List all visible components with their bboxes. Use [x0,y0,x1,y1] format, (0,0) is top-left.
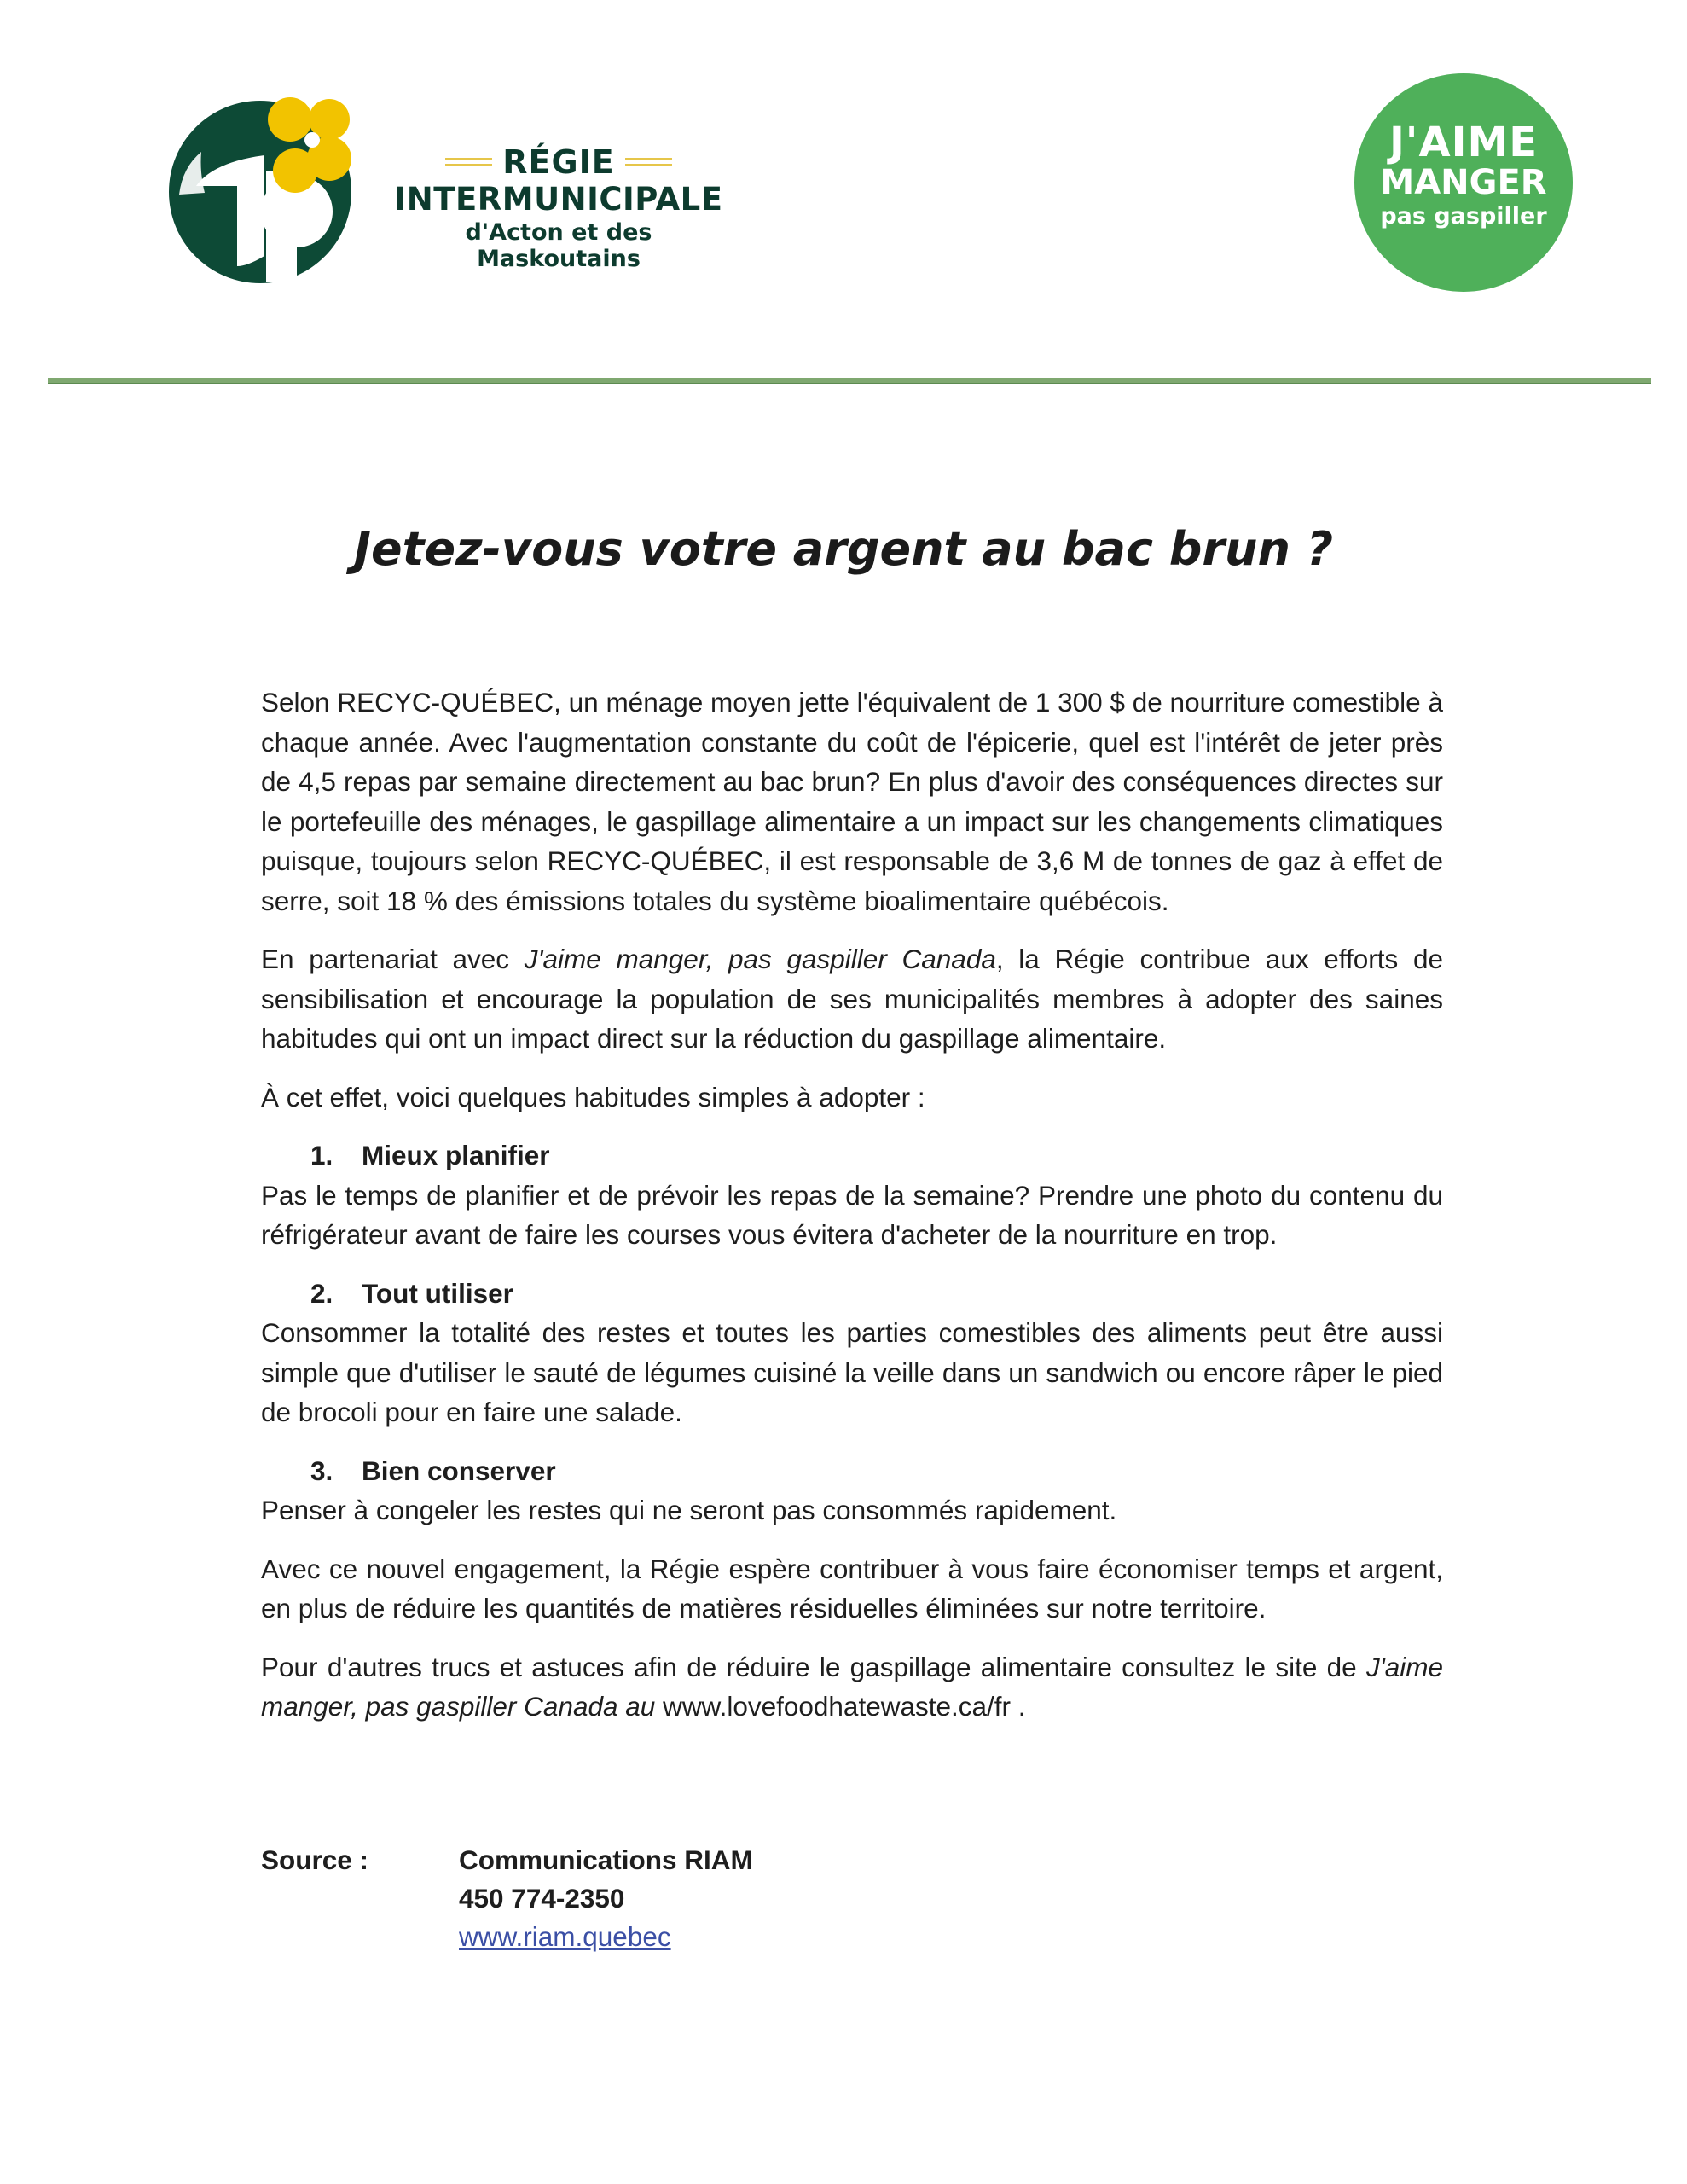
habit-text-2: Consommer la totalité des restes et toutes les parties comestibles des aliments peut être aussi simple que d'utiliser le sauté de légumes cuisiné la veille dans un sandwich ou encore râper le pied de brocoli pour en faire une salade. [261,1317,1443,1427]
habit-heading-1: 1. Mieux planifier [310,1140,550,1170]
riam-logo [162,85,725,290]
habit-text-3: Penser à congeler les restes qui ne seront pas consommés rapidement. [261,1495,1117,1525]
partner-name: J'aime manger, pas gaspiller Canada [524,944,996,974]
article-body [261,682,1443,1745]
jaime-manger-logo [1354,73,1573,292]
source-website-link[interactable]: www.riam.quebec [459,1921,671,1952]
riam-logo-text [380,143,738,272]
riam-logo-line3: d'Acton et des Maskoutains [465,219,652,272]
page-title: Jetez-vous votre argent au bac brun ? [353,522,1334,576]
source-label: Source : [261,1844,369,1875]
riam-logo-line1: RÉGIE [502,143,615,181]
habit-heading-3: 3. Bien conserver [310,1455,556,1486]
closing-paragraph-2: Pour d'autres trucs et astuces afin de réduire le gaspillage alimentaire consultez le site de J'aime manger, pas gaspiller Canada au www.lovefoodhatewaste.ca/fr . [261,1651,1443,1722]
habit-text-1: Pas le temps de planifier et de prévoir les repas de la semaine? Prendre une photo du contenu du réfrigérateur avant de faire les courses vous évitera d'acheter de la nourriture en trop. [261,1179,1443,1250]
jaime-logo-line2: MANGER [1380,163,1547,202]
closing-paragraph-1: Avec ce nouvel engagement, la Régie espère contribuer à vous faire économiser temps et argent, en plus de réduire les quantités de matières résiduelles éliminées sur notre territoire. [261,1553,1443,1623]
jaime-logo-line1: J'AIME [1388,119,1539,166]
source-organization: Communications RIAM [459,1844,753,1875]
intro-paragraph-2: En partenariat avec J'aime manger, pas gaspiller Canada, la Régie contribue aux efforts de sensibilisation et encourage la population de ses municipalités membres à adopter des saines habitudes qui ont un impact direct sur la réduction du gaspillage alimentaire. [261,944,1443,1054]
jaime-logo-line3: pas gaspiller [1380,203,1547,229]
intro-paragraph-1: Selon RECYC-QUÉBEC, un ménage moyen jette l'équivalent de 1 300 $ de nourriture comestible à chaque année. Avec l'augmentation constante du coût de l'épicerie, quel est l'intérêt de jeter près de 4,5 repas par semaine directement au bac brun? En plus d'avoir des conséquences directes sur le portefeuille des ménages, le gaspillage alimentaire a un impact sur les changements climatiques puisque, toujours selon RECYC-QUÉBEC, il est responsable de 3,6 M de tonnes de gaz à effet de serre, soit 18 % des émissions totales du système bioalimentaire québécois. [261,687,1443,916]
source-phone: 450 774-2350 [459,1883,625,1914]
intro-paragraph-3: À cet effet, voici quelques habitudes simples à adopter : [261,1081,925,1112]
riam-logo-line2: INTERMUNICIPALE [394,181,723,218]
riam-logo-mark [162,85,375,290]
header-divider [48,378,1651,384]
habit-heading-2: 2. Tout utiliser [310,1277,513,1309]
